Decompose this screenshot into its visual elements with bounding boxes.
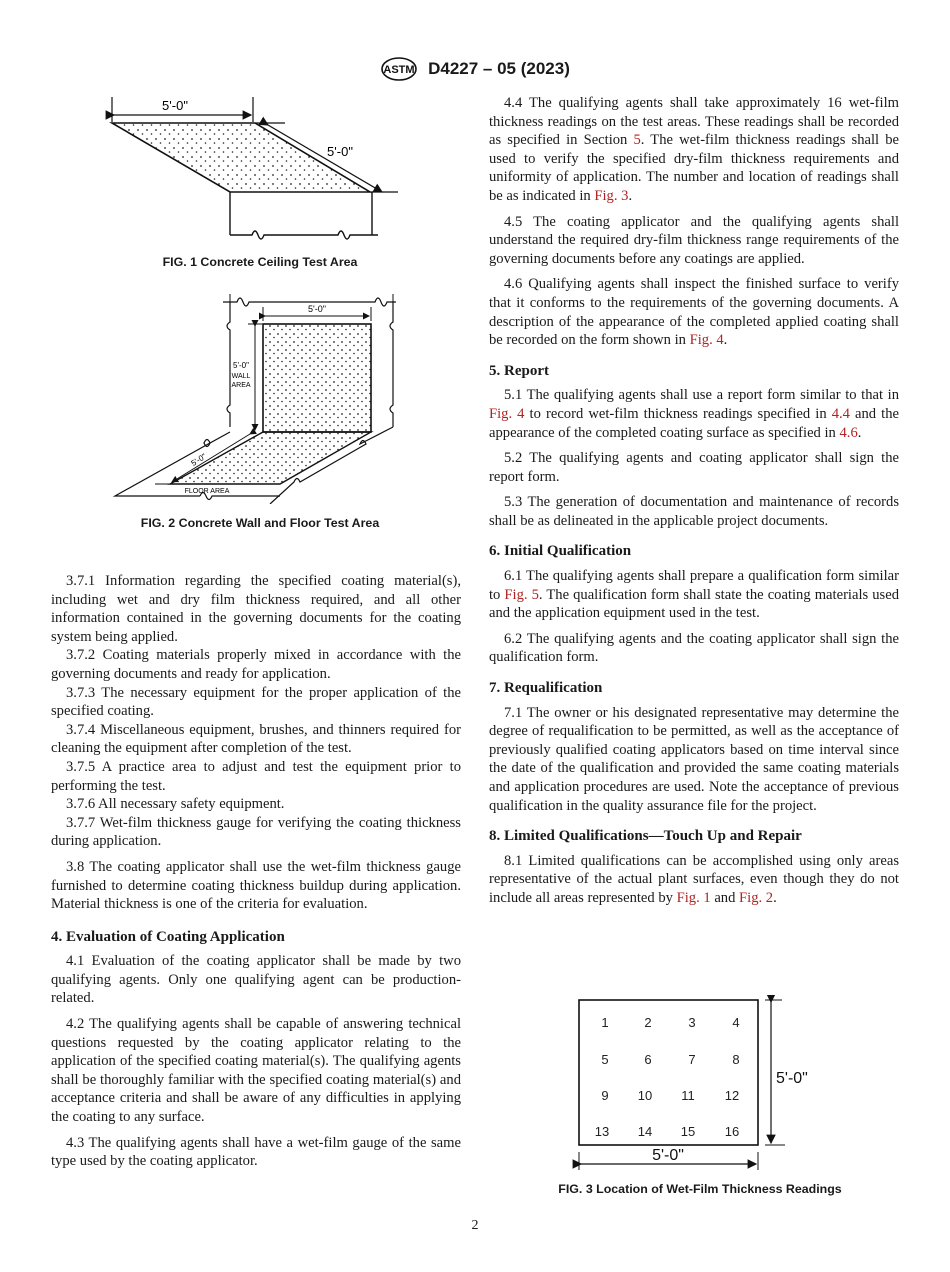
figure-3 <box>540 995 860 1196</box>
concrete-ceiling-diagram <box>100 92 420 242</box>
link-section-4-4[interactable]: 4.4 <box>831 405 850 422</box>
paragraph-3-7-6: 3.7.6 All necessary safety equipment. <box>66 796 285 813</box>
paragraph-3-7-2: 3.7.2 Coating materials properly mixed in accordance with the governing documents and ready for application. <box>51 647 461 682</box>
svg-text:2: 2 <box>644 1015 652 1030</box>
paragraph-3-7-3: 3.7.3 The necessary equipment for the proper application of the specified coating. <box>51 684 461 720</box>
link-fig-2[interactable]: Fig. 2 <box>739 889 774 906</box>
right-column <box>489 94 899 908</box>
paragraph-4-6: 4.6 Qualifying agents shall inspect the finished surface to verify that it conforms to the requirements of the governing documents. A description of the appearance of the completed applied coating shall be recorded on the form shown in Fig. 4. <box>489 276 899 349</box>
svg-text:14: 14 <box>637 1124 653 1139</box>
astm-logo-icon <box>380 56 418 82</box>
link-fig-5[interactable]: Fig. 5 <box>504 586 539 603</box>
paragraph-7-1: 7.1 The owner or his designated representative may determine the degree of requalification to be permitted, as well as the acceptance of previously qualified coating applicators based on time interval since the date of the qualification and provided the same coating materials and application procedures are used. Note the acceptance of previous qualification in the quality assurance file for the project. <box>489 704 899 814</box>
left-column <box>51 572 461 1171</box>
svg-text:16: 16 <box>724 1124 740 1139</box>
paragraph-3-7-5: 3.7.5 A practice area to adjust and test the equipment prior to performing the test. <box>51 758 461 794</box>
svg-text:5'-0": 5'-0" <box>776 1070 808 1087</box>
svg-text:12: 12 <box>724 1088 740 1103</box>
svg-text:13: 13 <box>594 1124 610 1139</box>
paragraph-5-2: 5.2 The qualifying agents and coating applicator shall sign the report form. <box>489 450 899 485</box>
figure-1 <box>100 92 420 269</box>
paragraph-3-7-1: 3.7.1 Information regarding the specified coating material(s), including wet and dry film thickness required, and all other information contained in the governing documents for the coating system being applied. <box>51 573 461 645</box>
svg-text:7: 7 <box>688 1052 696 1067</box>
paragraph-3-7-4: 3.7.4 Miscellaneous equipment, brushes, and thinners required for cleaning the equipment after completion of the test. <box>51 721 461 757</box>
svg-text:3: 3 <box>688 1015 696 1030</box>
link-fig-1[interactable]: Fig. 1 <box>676 889 711 906</box>
section-6-heading: 6. Initial Qualification <box>489 543 632 560</box>
svg-text:15: 15 <box>680 1124 696 1139</box>
svg-text:9: 9 <box>601 1088 609 1103</box>
svg-text:11: 11 <box>681 1088 695 1103</box>
svg-text:5'-0": 5'-0" <box>189 451 208 468</box>
link-fig-4[interactable]: Fig. 4 <box>689 332 724 349</box>
section-8-heading: 8. Limited Qualifications—Touch Up and Repair <box>489 828 802 845</box>
paragraph-4-5: 4.5 The coating applicator and the qualifying agents shall understand the required dry-film thickness range requirements of the governing documents before any coatings are applied. <box>489 213 899 267</box>
svg-text:5'-0": 5'-0" <box>308 304 326 314</box>
paragraph-6-2: 6.2 The qualifying agents and the coating applicator shall sign the qualification form. <box>489 630 899 666</box>
svg-text:1: 1 <box>601 1015 609 1030</box>
figure-1-caption: FIG. 1 Concrete Ceiling Test Area <box>162 255 358 269</box>
link-section-4-6[interactable]: 4.6 <box>839 424 858 441</box>
paragraph-4-3: 4.3 The qualifying agents shall have a wet-film gauge of the same type used by the coating applicator. <box>51 1134 461 1170</box>
paragraph-4-2: 4.2 The qualifying agents shall be capable of answering technical questions requested by the coating applicator relating to the application of the specified coating material(s). The qualifying agents shall be thoroughly familiar with the specified coating material(s) and acceptance criteria and shall be aware of any difficulties in applying the coating to any surface. <box>51 1016 461 1126</box>
page-header <box>0 56 950 82</box>
paragraph-4-4: 4.4 The qualifying agents shall take approximately 16 wet-film thickness readings on the test areas. These readings shall be recorded as specified in Section 5. The wet-film thickness readings shall be used to verify the specified dry-film thickness requirements and uniformity of application. The number and location of readings shall be as indicated in Fig. 3. <box>489 95 899 204</box>
page-number: 2 <box>471 1218 479 1233</box>
paragraph-3-8: 3.8 The coating applicator shall use the wet-film thickness gauge furnished to determine coating thickness buildup during application. Material thickness is one of the criteria for evaluation. <box>51 858 461 913</box>
paragraph-6-1: 6.1 The qualifying agents shall prepare a qualification form similar to Fig. 5. The qualification form shall state the coating materials used and the application equipment used in the test. <box>489 568 900 622</box>
figure-2 <box>100 292 420 530</box>
svg-text:Area: Area <box>231 382 251 389</box>
section-4-heading: 4. Evaluation of Coating Application <box>51 928 285 945</box>
svg-text:5: 5 <box>601 1052 609 1067</box>
svg-text:5'-0": 5'-0" <box>162 98 188 113</box>
link-fig-4[interactable]: Fig. 4 <box>489 405 525 422</box>
svg-text:6: 6 <box>644 1052 652 1067</box>
paragraph-5-1: 5.1 The qualifying agents shall use a report form similar to that in Fig. 4 to record wet-film thickness readings specified in 4.4 and the appearance of the completed coating surface as specified in 4.6. <box>489 387 899 441</box>
svg-text:5'-0": 5'-0" <box>652 1147 684 1164</box>
svg-text:5'-0": 5'-0" <box>327 144 353 159</box>
svg-text:Floor Area: Floor Area <box>184 488 230 495</box>
section-5-heading: 5. Report <box>489 362 549 379</box>
document-designation: D4227 – 05 (2023) <box>428 59 570 78</box>
link-section-5[interactable]: 5 <box>633 132 641 149</box>
svg-text:Wall: Wall <box>231 373 251 380</box>
paragraph-4-1: 4.1 Evaluation of the coating applicator shall be made by two qualifying agents. Only one qualifying agent can be production-related. <box>51 953 461 1007</box>
svg-text:5'-0": 5'-0" <box>233 361 249 370</box>
figure-3-caption: FIG. 3 Location of Wet-Film Thickness Readings <box>558 1182 842 1196</box>
svg-text:ASTM: ASTM <box>383 64 415 76</box>
svg-text:4: 4 <box>732 1015 740 1030</box>
paragraph-3-7-7: 3.7.7 Wet-film thickness gauge for verifying the coating thickness during application. <box>51 814 461 850</box>
link-fig-3[interactable]: Fig. 3 <box>594 187 629 204</box>
concrete-wall-floor-diagram <box>100 292 420 504</box>
paragraph-8-1: 8.1 Limited qualifications can be accomplished using only areas representative of the actual plant surfaces, even though they do not include all areas represented by Fig. 1 and Fig. 2. <box>489 852 899 906</box>
svg-text:10: 10 <box>637 1088 653 1103</box>
wet-film-reading-grid <box>540 995 860 1173</box>
section-7-heading: 7. Requalification <box>489 680 603 697</box>
paragraph-5-3: 5.3 The generation of documentation and maintenance of records shall be as delineated in the applicable project documents. <box>489 494 899 529</box>
svg-text:8: 8 <box>732 1052 740 1067</box>
figure-2-caption: FIG. 2 Concrete Wall and Floor Test Area <box>140 516 380 530</box>
